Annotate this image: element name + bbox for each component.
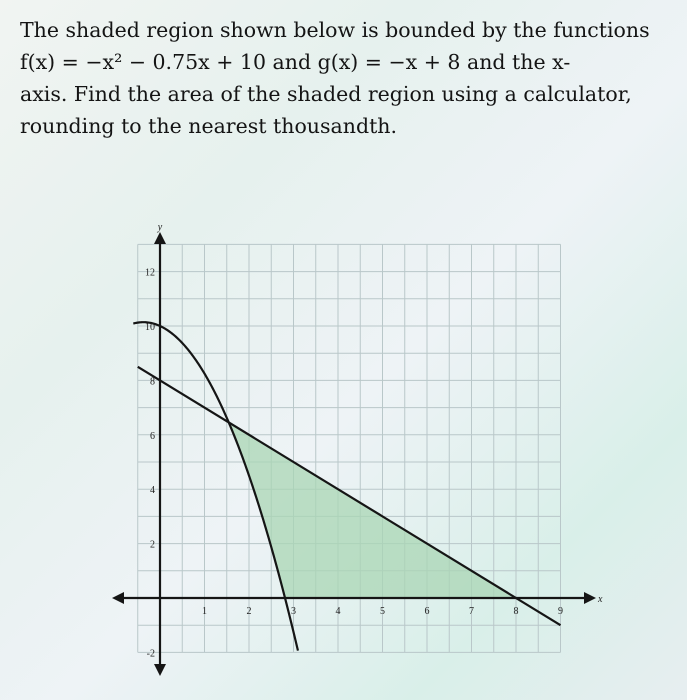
y-tick-label: 2	[150, 539, 155, 551]
y-axis-label: y	[157, 222, 163, 233]
question-line-1: The shaded region shown below is bounded by the functions	[20, 18, 650, 42]
arrow-right-icon	[584, 592, 596, 604]
x-tick-label: 9	[558, 606, 563, 617]
y-tick-label: 6	[150, 430, 155, 442]
x-tick-label: 8	[513, 606, 519, 617]
question-line-2: f(x) = −x² − 0.75x + 10 and g(x) = −x + 8 and the x-	[20, 50, 571, 74]
arrow-down-icon	[154, 664, 166, 676]
question-line-3: axis. Find the area of the shaded region using a calculator,	[20, 82, 632, 106]
x-tick-label: 7	[469, 606, 474, 617]
x-axis-label: x	[598, 594, 603, 605]
x-tick-label: 3	[291, 606, 296, 617]
arrow-up-icon	[154, 232, 166, 244]
x-tick-label: 2	[246, 606, 252, 617]
x-tick-label: 5	[380, 606, 385, 617]
x-tick-label: 4	[335, 606, 341, 617]
y-tick-label: 8	[150, 376, 155, 388]
y-tick-label: -2	[146, 648, 155, 660]
y-tick-label: 4	[150, 485, 155, 497]
y-tick-label: 12	[145, 267, 155, 279]
x-tick-label: 6	[424, 606, 430, 617]
x-tick-label: 1	[202, 606, 207, 617]
question-line-4: rounding to the nearest thousandth.	[20, 114, 398, 138]
y-tick-label: 10	[145, 322, 155, 333]
arrow-left-icon	[112, 592, 124, 604]
